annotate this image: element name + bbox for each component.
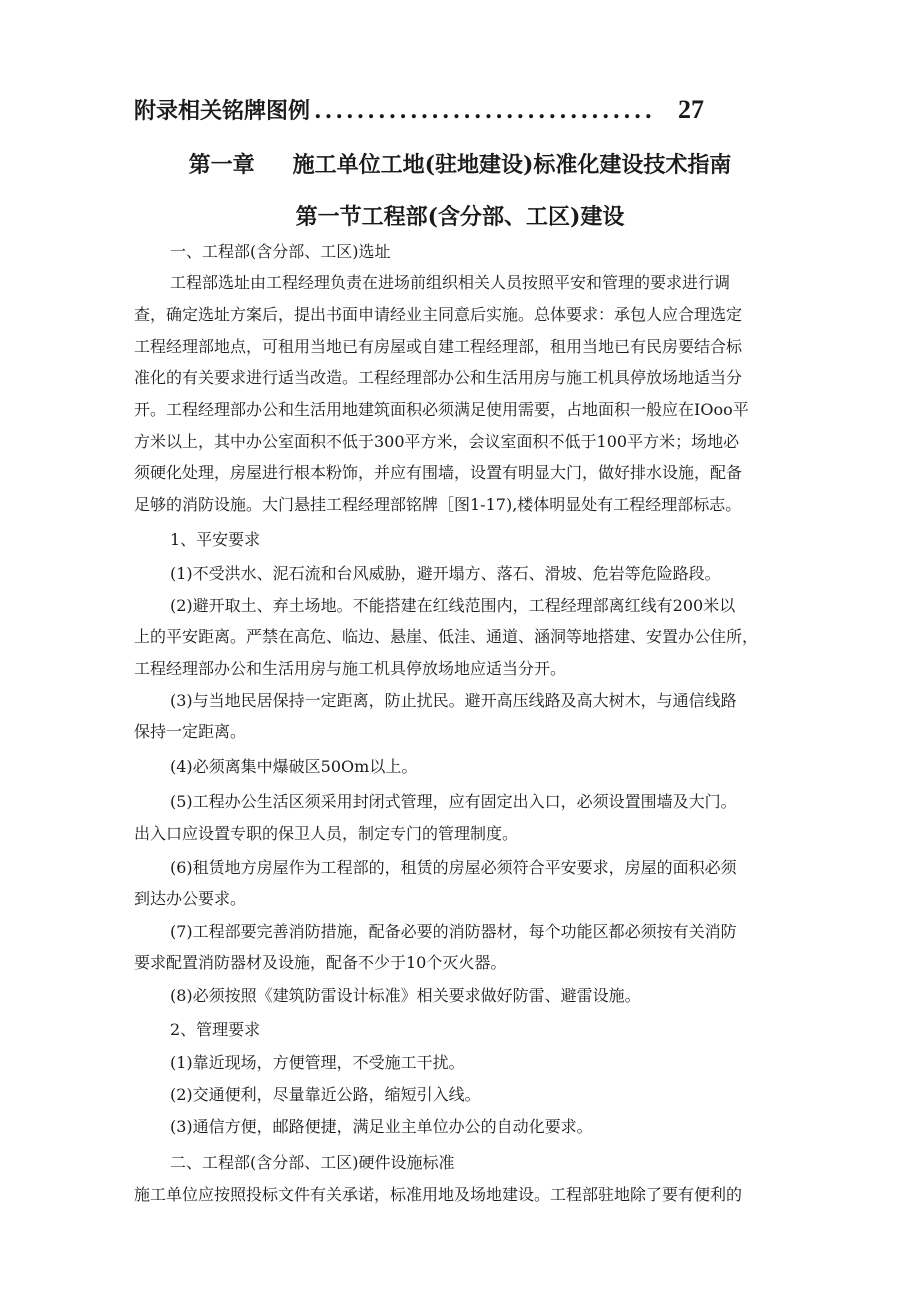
- list-item: (2)交通便利，尽量靠近公路，缩短引入线。: [170, 1085, 481, 1104]
- list-item-continued: 要求配置消防器材及设施，配备不少于10个灭火器。: [134, 953, 507, 972]
- list-item: (1)不受洪水、泥石流和台风威胁，避开塌方、落石、滑坡、危岩等危险路段。: [170, 564, 721, 583]
- list-item: (1)靠近现场，方便管理，不受施工干扰。: [170, 1053, 465, 1072]
- list-item: (8)必须按照《建筑防雷设计标准》相关要求做好防雷、避雷设施。: [170, 986, 641, 1005]
- list-item-continued: 工程经理部办公和生活用房与施工机具停放场地应适当分开。: [134, 659, 567, 678]
- paragraph-line: 施工单位应按照投标文件有关承诺，标准用地及场地建设。工程部驻地除了要有便利的: [134, 1185, 743, 1204]
- list-item-continued: 到达办公要求。: [134, 889, 247, 908]
- paragraph-line: 工程经理部地点，可租用当地已有房屋或自建工程经理部，租用当地已有民房要结合标: [134, 337, 743, 356]
- paragraph-line: 足够的消防设施。大门悬挂工程经理部铭牌［图1-17),楼体明显处有工程经理部标志。: [134, 495, 742, 514]
- list-item: (7)工程部要完善消防措施，配备必要的消防器材，每个功能区都必须按有关消防: [170, 922, 737, 941]
- paragraph-line: 须硬化处理，房屋进行根本粉饰，并应有围墙，设置有明显大门，做好排水设施，配备: [134, 463, 743, 482]
- list-item: (4)必须离集中爆破区50Om以上。: [170, 757, 418, 776]
- list-item: (3)与当地民居保持一定距离，防止扰民。避开高压线路及高大树木，与通信线路: [170, 691, 737, 710]
- list-item: (6)租赁地方房屋作为工程部的，租赁的房屋必须符合平安要求，房屋的面积必须: [170, 858, 737, 877]
- chapter-heading: [0, 148, 920, 179]
- list-item-continued: 保持一定距离。: [134, 722, 247, 741]
- toc-leader-dots: ................................: [314, 98, 656, 124]
- paragraph-line: 准化的有关要求进行适当改造。工程经理部办公和生活用房与施工机具停放场地适当分: [134, 368, 743, 387]
- subheading-management: 2、管理要求: [170, 1020, 261, 1039]
- toc-page-number: 27: [678, 95, 704, 124]
- toc-entry[interactable]: [134, 94, 704, 125]
- subheading-safety: 1、平安要求: [170, 530, 261, 549]
- toc-title: 附录相关铭牌图例: [134, 98, 311, 124]
- subheading-hardware-standards: 二、工程部(含分部、工区)硬件设施标准: [170, 1153, 455, 1172]
- list-item-continued: 上的平安距离。严禁在高危、临边、悬崖、低洼、通道、涵洞等地搭建、安置办公住所，: [134, 627, 759, 646]
- list-item-continued: 出入口应设置专职的保卫人员，制定专门的管理制度。: [134, 824, 519, 843]
- paragraph-line: 工程部选址由工程经理负责在进场前组织相关人员按照平安和管理的要求进行调: [170, 273, 731, 292]
- paragraph-line: 方米以上，其中办公室面积不低于300平方米，会议室面积不低于100平方米；场地必: [134, 432, 740, 451]
- chapter-number: 第一章: [188, 152, 255, 178]
- section-heading: 第一节工程部(含分部、工区)建设: [295, 204, 625, 230]
- list-item: (3)通信方便，邮路便捷，满足业主单位办公的自动化要求。: [170, 1117, 593, 1136]
- paragraph-line: 开。工程经理部办公和生活用地建筑面积必须满足使用需要，占地面积一般应在IOoo平: [134, 400, 749, 419]
- subheading-site-selection: 一、工程部(含分部、工区)选址: [170, 242, 391, 261]
- paragraph-line: 查，确定选址方案后，提出书面申请经业主同意后实施。总体要求：承包人应合理选定: [134, 305, 743, 324]
- chapter-title: 施工单位工地(驻地建设)标准化建设技术指南: [292, 152, 732, 178]
- list-item: (2)避开取土、弃土场地。不能搭建在红线范围内，工程经理部离红线有200米以: [170, 596, 736, 615]
- list-item: (5)工程办公生活区须采用封闭式管理，应有固定出入口，必须设置围墙及大门。: [170, 792, 737, 811]
